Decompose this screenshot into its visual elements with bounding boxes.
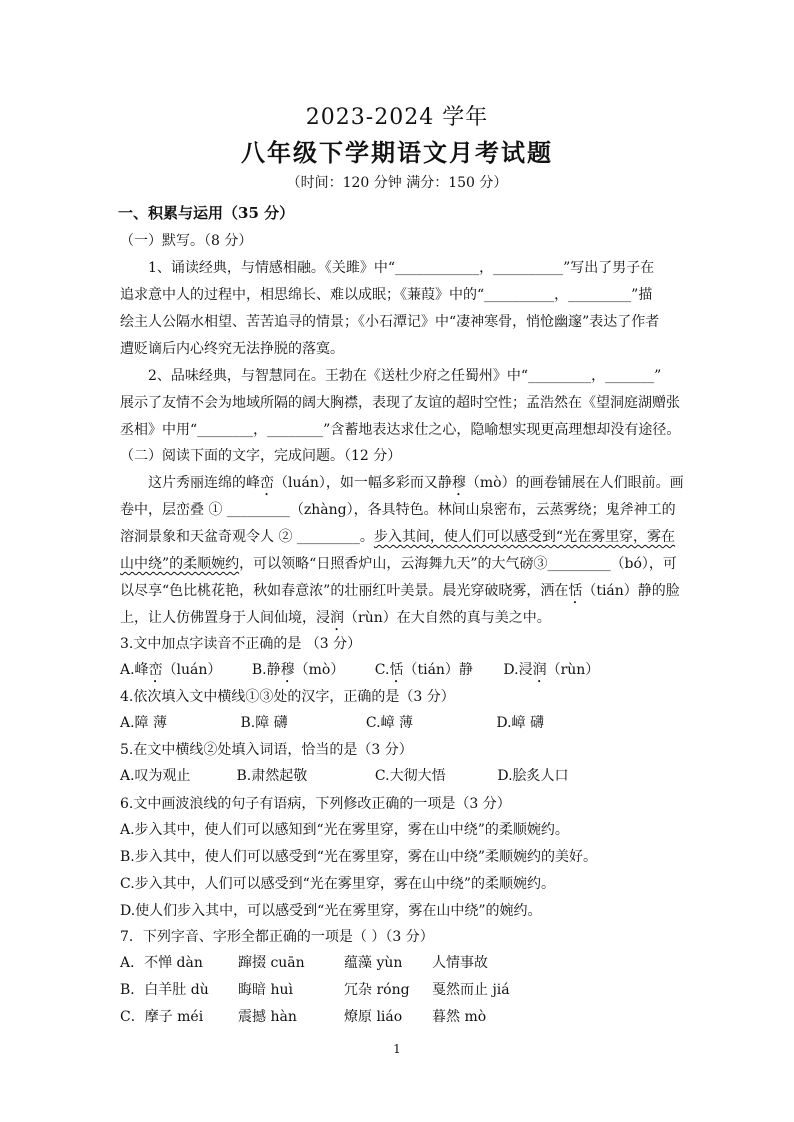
passage-text: 这片秀丽连绵的峰 bbox=[148, 475, 260, 491]
passage-text: 溶洞景象和天盆奇观令人 ② bbox=[120, 529, 293, 545]
q3-option-a bbox=[120, 660, 221, 686]
q2-line-2: 展示了友情不会为地域所隔的阔大胸襟，表现了友谊的超时空性；孟浩然在《望洞庭湖赠张 bbox=[120, 395, 680, 411]
passage-text: 卷中，层峦叠 ① bbox=[120, 502, 223, 518]
q5-stem: 5.在文中横线②处填入词语，恰当的是（3 分） bbox=[120, 742, 413, 758]
exam-year: 2023-2024 学年 bbox=[305, 105, 489, 130]
dotted-char: 峦 bbox=[148, 662, 163, 678]
wavy-sentence: 步入其间，使人们可以感受到“光在雾里穿，雾在 bbox=[373, 529, 676, 545]
q4-stem: 4.依次填入文中横线①③处的汉字，正确的是（3 分） bbox=[120, 689, 455, 705]
q7-b-item-4: 戛然而止 jiá bbox=[432, 982, 510, 998]
passage-text: 。 bbox=[359, 529, 374, 545]
q4-option-a: A.障 薄 bbox=[120, 715, 168, 731]
part-2-title: （二）阅读下面的文字，完成问题。（12 分） bbox=[120, 448, 402, 464]
q6-option-b: B.步入其中，使人们可以感受到“光在雾里穿，雾在山中绕”柔顺婉约的美好。 bbox=[120, 849, 598, 865]
q7-a-item-1: A．不惮 dàn bbox=[120, 955, 203, 971]
q7-b-item-2: 晦暗 huì bbox=[238, 982, 293, 998]
option-text: （mò） bbox=[294, 662, 345, 678]
option-text: （tián）静 bbox=[403, 662, 473, 678]
passage-text: 上，让人仿佛置身于人间仙境，浸 bbox=[120, 610, 330, 626]
passage-text: ，可以领略“日照香炉山，云海舞九天”的大气磅③ bbox=[239, 556, 548, 572]
q6-option-d: D.使人们步入其中，可以感受到“光在雾里穿，雾在山中绕”的婉约。 bbox=[120, 903, 542, 919]
q4-option-d: D.嶂 礴 bbox=[496, 715, 544, 731]
q7-stem: 7．下列字音、字形全都正确的一项是（ ）（3 分） bbox=[120, 929, 434, 945]
section-1-title: 一、积累与运用（35 分） bbox=[118, 204, 295, 222]
option-text: D.浸 bbox=[503, 662, 533, 678]
option-text: （rùn） bbox=[546, 662, 600, 678]
passage-text: （tián）静的脸 bbox=[582, 583, 680, 599]
passage-line-5 bbox=[120, 581, 680, 607]
q6-stem: 6.文中画波浪线的句子有语病，下列修改正确的一项是（3 分） bbox=[120, 796, 511, 812]
dotted-char: 恬 bbox=[568, 583, 583, 599]
q7-b-item-3: 冗杂 róng bbox=[344, 982, 410, 998]
blank-1: _________ bbox=[226, 502, 290, 518]
q7-row-b bbox=[120, 980, 680, 1000]
option-text: （luán） bbox=[162, 662, 222, 678]
page-number: 1 bbox=[393, 1042, 401, 1056]
q1-line-4: 遭贬谪后内心终究无法挣脱的落寞。 bbox=[120, 341, 344, 357]
q5-option-d: D.脍炙人口 bbox=[497, 768, 569, 784]
blank-3: _________ bbox=[547, 556, 611, 572]
q3-options bbox=[120, 660, 680, 686]
q4-option-b: B.障 礴 bbox=[240, 715, 288, 731]
blank-2: _________ bbox=[296, 529, 360, 545]
passage-line-4 bbox=[120, 554, 680, 574]
q5-option-b: B.肃然起敬 bbox=[236, 768, 308, 784]
q3-option-d bbox=[503, 660, 599, 686]
q1-line-3: 绘主人公隔水相望、苦苦追寻的情景；《小石潭记》中“凄神寒骨，悄怆幽邃”表达了作者 bbox=[120, 314, 660, 330]
q5-option-c: C.大彻大悟 bbox=[374, 768, 446, 784]
exam-title: 八年级下学期语文月考试题 bbox=[241, 138, 553, 167]
q6-option-c: C.步入其中，人们可以感受到“光在雾里穿，雾在山中绕”的柔顺婉约。 bbox=[120, 876, 555, 892]
passage-line-3 bbox=[120, 527, 680, 547]
wavy-sentence: 山中绕”的柔顺婉约 bbox=[120, 556, 240, 572]
passage-line-6 bbox=[120, 608, 680, 634]
q7-row-c bbox=[120, 1007, 680, 1027]
passage-text: （zhàng），各具特色。林间山泉密布，云蒸雾绕；鬼斧神工的 bbox=[289, 502, 676, 518]
q7-a-item-2: 蹿掇 cuān bbox=[238, 955, 305, 971]
q7-c-item-3: 燎原 liáo bbox=[344, 1009, 403, 1025]
passage-text: （bó），可 bbox=[610, 556, 677, 572]
q7-c-item-4: 暮然 mò bbox=[432, 1009, 487, 1025]
q2-line-3: 丞相》中用“________，________”含蓄地表达求仕之心，隐喻想实现更高理想却没有途径。 bbox=[120, 422, 681, 438]
q7-c-item-2: 震撼 hàn bbox=[238, 1009, 297, 1025]
passage-text: （luán），如一幅多彩而又静 bbox=[274, 475, 452, 491]
passage-line-1 bbox=[148, 473, 684, 499]
q7-row-a bbox=[120, 953, 680, 973]
q1-line-2: 追求意中人的过程中，相思绵长、难以成眠；《蒹葭》中的“__________，_________”描 bbox=[120, 287, 653, 303]
q5-option-a: A.叹为观止 bbox=[120, 768, 191, 784]
q7-b-item-1: B．白羊肚 dù bbox=[120, 982, 209, 998]
passage-text: （rùn）在大自然的真与美之中。 bbox=[344, 610, 551, 626]
q7-a-item-3: 蕴藻 yùn bbox=[344, 955, 403, 971]
q2-line-1: 2、品味经典，与智慧同在。王勃在《送杜少府之任蜀州》中“_________，_______” bbox=[148, 368, 662, 384]
dotted-char: 恬 bbox=[389, 662, 404, 678]
option-text: A.峰 bbox=[120, 662, 149, 678]
q4-option-c: C.嶂 薄 bbox=[365, 715, 414, 731]
q7-c-item-1: C．摩子 méi bbox=[120, 1009, 204, 1025]
q1-line-1: 1、诵读经典，与情感相融。《关雎》中“____________，__________”写出了男子在 bbox=[148, 260, 655, 276]
dotted-char: 穆 bbox=[280, 662, 295, 678]
passage-text: （mò）的画卷铺展在人们眼前。画 bbox=[465, 475, 684, 491]
option-text: B.静 bbox=[251, 662, 281, 678]
passage-text: 以尽享“色比桃花艳，秋如春意浓”的壮丽红叶美景。晨光穿破晓雾，洒在 bbox=[120, 583, 569, 599]
dotted-char: 穆 bbox=[451, 475, 466, 491]
dotted-char: 润 bbox=[330, 610, 344, 626]
exam-time-score: （时间：120 分钟 满分：150 分） bbox=[286, 175, 508, 191]
q3-stem: 3.文中加点字读音不正确的是 （3 分） bbox=[120, 636, 362, 652]
q3-option-b bbox=[252, 660, 344, 686]
dotted-char: 峦 bbox=[260, 475, 274, 491]
q6-option-a: A.步入其中，使人们可以感知到“光在雾里穿，雾在山中绕”的柔顺婉约。 bbox=[120, 822, 569, 838]
q7-a-item-4: 人情事故 bbox=[432, 955, 488, 971]
q4-options bbox=[120, 713, 680, 733]
dotted-char: 润 bbox=[532, 662, 547, 678]
q5-options bbox=[120, 766, 680, 786]
q3-option-c bbox=[375, 660, 473, 686]
part-1-title: （一）默写。（8 分） bbox=[120, 233, 253, 249]
passage-line-2 bbox=[120, 500, 680, 520]
option-text: C. bbox=[374, 662, 390, 678]
